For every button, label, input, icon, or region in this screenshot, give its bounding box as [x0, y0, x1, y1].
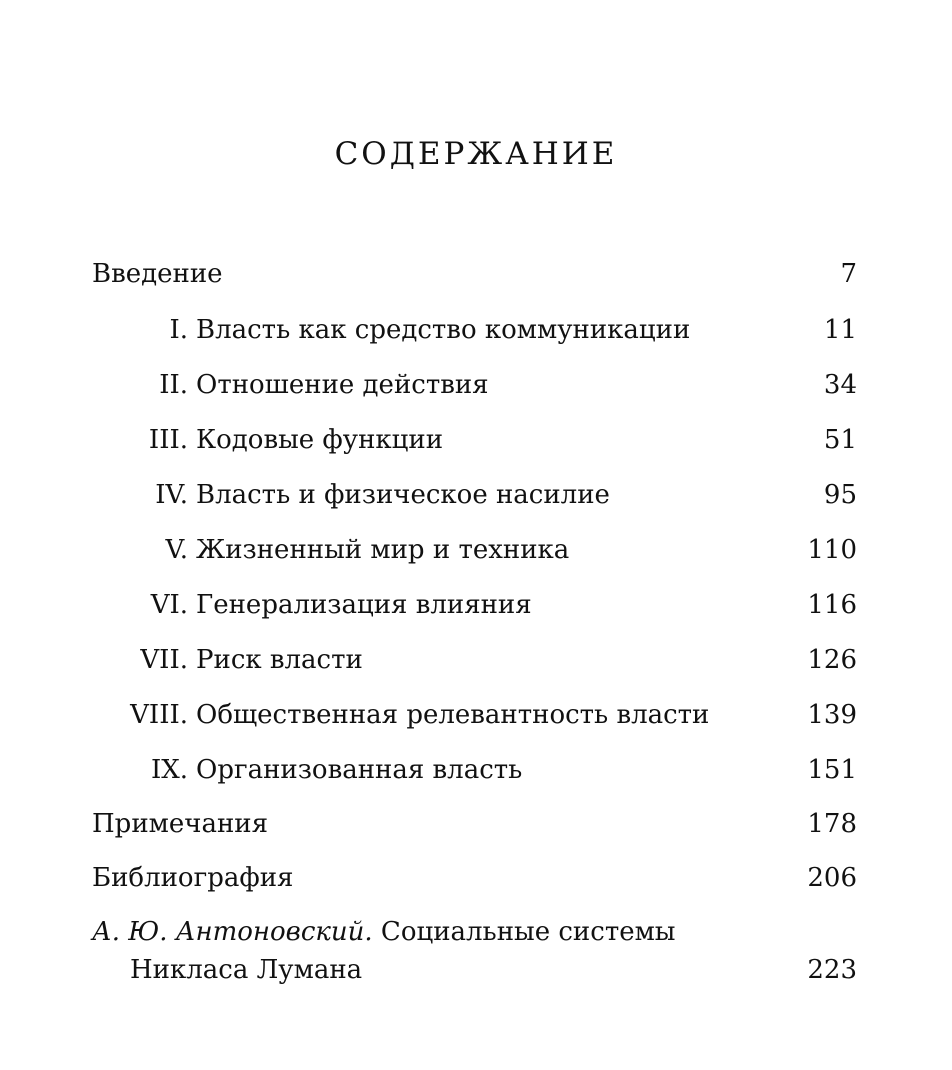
toc-page-number: 206	[807, 863, 857, 893]
toc-entry-label: Библиография	[92, 863, 294, 893]
toc-chapter	[0, 585, 952, 625]
toc-page-number: 110	[807, 535, 857, 565]
chapter-number: VI.	[150, 590, 188, 620]
toc-page-number: 116	[807, 590, 857, 620]
toc-page-number: 11	[823, 315, 857, 345]
afterword-title-line1: Социальные системы	[380, 917, 676, 947]
toc-entry-label: Примечания	[92, 809, 269, 839]
toc-page-number: 223	[807, 955, 857, 985]
toc-entry-intro	[0, 254, 952, 294]
toc-chapter	[0, 640, 952, 680]
chapter-title: Отношение действия	[196, 370, 489, 400]
toc-page-number: 7	[840, 259, 857, 289]
chapter-number: I.	[169, 315, 188, 345]
afterword-author: А. Ю. Антоновский.	[92, 917, 373, 947]
afterword-title-line2: Никласа Лумана	[130, 955, 363, 985]
chapter-number: V.	[165, 535, 188, 565]
toc-page-number: 95	[823, 480, 857, 510]
toc-entry-label: Введение	[92, 259, 223, 289]
toc-page-number: 51	[823, 425, 857, 455]
toc-chapter	[0, 475, 952, 515]
chapter-number: IV.	[155, 480, 188, 510]
toc-entry-afterword	[0, 912, 952, 952]
toc-entry-notes	[0, 804, 952, 844]
toc-page-number: 178	[807, 809, 857, 839]
toc-page-number: 34	[823, 370, 857, 400]
page-title: СОДЕРЖАНИЕ	[334, 136, 618, 172]
chapter-title: Общественная релевантность власти	[196, 700, 710, 730]
chapter-title: Организованная власть	[196, 755, 523, 785]
chapter-title: Жизненный мир и техника	[196, 535, 570, 565]
chapter-title: Генерализация влияния	[196, 590, 532, 620]
toc-page-number: 151	[807, 755, 857, 785]
chapter-title: Риск власти	[196, 645, 363, 675]
chapter-title: Кодовые функции	[196, 425, 444, 455]
toc-page-number: 126	[807, 645, 857, 675]
toc-chapter	[0, 530, 952, 570]
toc-chapter	[0, 310, 952, 350]
chapter-number: VII.	[140, 645, 188, 675]
chapter-title: Власть как средство коммуникации	[196, 315, 691, 345]
toc-chapter	[0, 420, 952, 460]
toc-entry-afterword-cont	[0, 950, 952, 990]
toc-page-number: 139	[807, 700, 857, 730]
chapter-number: VIII.	[130, 700, 188, 730]
chapter-title: Власть и физическое насилие	[196, 480, 610, 510]
chapter-number: III.	[148, 425, 188, 455]
toc-chapter	[0, 695, 952, 735]
toc-entry-bibliography	[0, 858, 952, 898]
toc-chapter	[0, 365, 952, 405]
toc-chapter	[0, 750, 952, 790]
chapter-number: II.	[159, 370, 188, 400]
chapter-number: IX.	[150, 755, 188, 785]
